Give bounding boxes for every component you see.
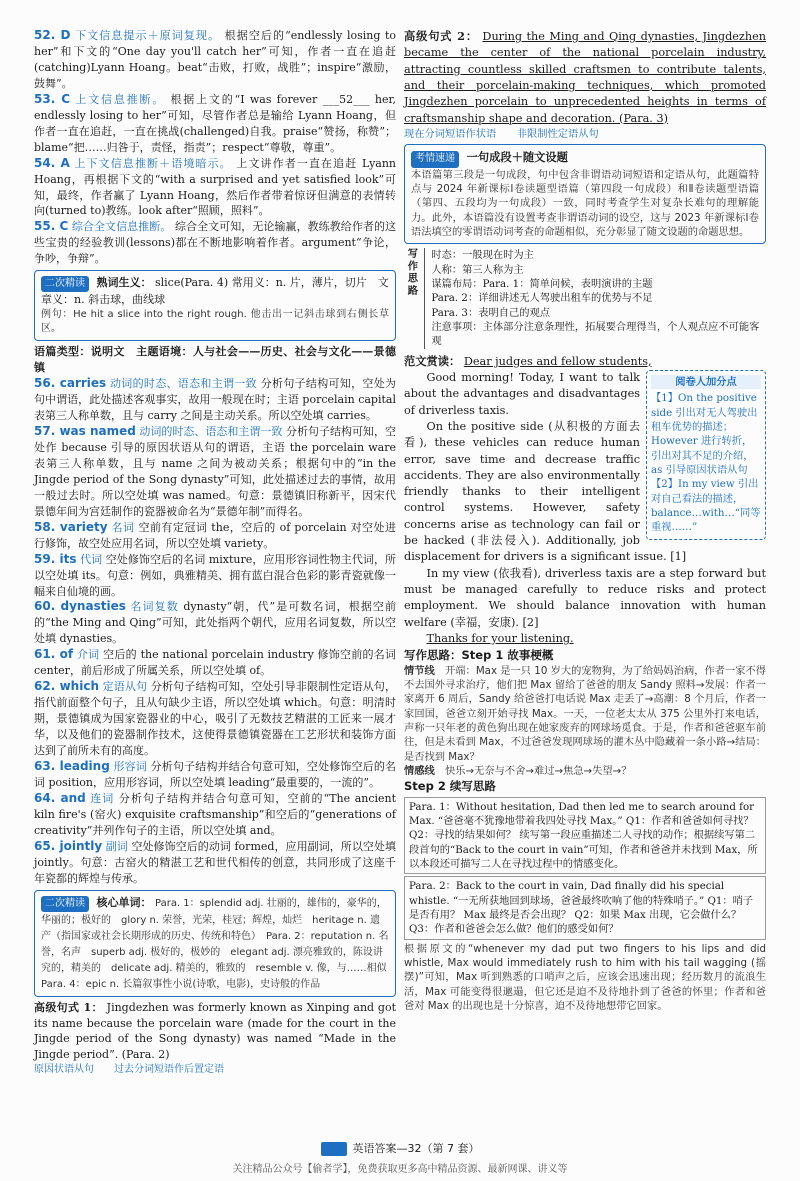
- exam-badge: 考情速递: [411, 151, 459, 167]
- answer-item: [34, 647, 396, 679]
- outline-label: 写作思路: [405, 248, 418, 298]
- footer-notice: 关注精品公众号【偷者学】，免费获取更多高中精品资源、最新网课、讲义等: [232, 1164, 568, 1175]
- answer-explanation: 空后的 the national porcelain industry 修饰空前的名词 center，前后形成了所属关系，所以空处填 of。: [34, 648, 397, 678]
- sample-p2: On the positive side (从积极的方面去看), these vehicles can reduce human error, save time and decrease traffic accidents. They are also environmentally friendly thanks to their intelligent control systems. However, safety concerns arise as technology can fail or be hacked (非法侵入). Additionally, job displacement for drivers is a significant issue. [1]: [404, 419, 687, 564]
- answer-tag: 代词: [80, 552, 103, 566]
- answer-explanation: 分析句子结构可知，空处为句中谓语，此处描述客观事实，故用一般现在时；主语 porcelain capital 表第三人称单数，且与 carry 之间是主动关系。所以空处填 carries。: [34, 377, 397, 423]
- outline-body: [424, 248, 766, 348]
- advanced-sentence-1: 高级句式 1： Jingdezhen was formerly known as Xinping and got its name because the porcelain ware (made for the court in the Jingde period of the Song dynasty) was named “Made in the Jingde period”. (Para. 2): [34, 1000, 397, 1062]
- answer-explanation: 综合全文可知，无论输赢，教练教给作者的这些宝贵的经验教训(lessons)都在不断地影响着作者。argument“争论，争吵，争辩”。: [34, 220, 397, 266]
- page-number: 英语答案—32（第 7 套）: [0, 1140, 800, 1156]
- answer-explanation: 空处修饰空后的动词 formed，应用副词，所以空处填 jointly。句意：古窑火的精湛工艺和世代相传的创意，共同形成了这座千年瓷都的辉煌与传承。: [34, 839, 397, 885]
- exam-info-box: 考情速递 一句成段＋随文设题 本语篇第三段是一句成段，句中包含非谓语动词短语和定语从句，此题篇特点与 2024 年新课标Ⅰ卷读题型语篇（第四段一句成段）和Ⅱ卷读题型语篇（第四、五段均为一句成段）一致，同时考查学生对复杂长难句的理解能力。此外，本语篇没有设置考查非谓语动词的设空，这与 2023 年新课标Ⅰ卷语法填空的零谓语动词考查的命题相似，充分彰显了随文设题的命题思想。: [404, 144, 766, 244]
- answer-tag: 动词的时态、语态和主谓一致: [110, 377, 257, 391]
- answer-explanation: 上文讲作者一直在追赶 Lyann Hoang，再根据下文的“with a surprised and yet satisfied look”可知，最终，作者赢了 Lyann Hoang，然后作者带着惊讶但满意的表情转向(turned to)教练。look after“照顾，照料”。: [34, 156, 397, 218]
- answer-item: [34, 791, 396, 839]
- emotion-line: 情感线 快乐→无奈与不舍→难过→焦急→失望→？: [404, 765, 632, 777]
- answer-item: [34, 92, 396, 156]
- answer-tag: 连词: [90, 791, 115, 805]
- answer-tag: 综合全文信息推断。: [71, 220, 172, 234]
- answer-number: 65. jointly: [34, 838, 103, 853]
- answer-tag: 定语从句: [102, 680, 148, 694]
- answer-explanation: 根据上文的“I was forever ___52___ her, endlessly losing to her”可知，尽管作者总是输给 Lyann Hoang，但作者一直在追赶，一直在挑战(challenged)自我。praise“赞扬，称赞”；blame“把……归咎于，责怪，指责”；respect“尊敬，尊重”。: [34, 92, 397, 154]
- second-read-box-1: 二次精读 熟词生义： slice(Para. 4) 常用义：n. 片，薄片，切片 文章义：n. 斜击球，曲线球 例句：He hit a slice into the right rough. 他击出一记斜击球到右侧长草区。: [34, 270, 396, 341]
- answer-item: [34, 839, 396, 887]
- step-para3: 根据原文的“whenever my dad put two fingers to his lips and did whistle, Max would immediately rush to him with his tail wagging (摇摆)”可知，Max 听到熟悉的口哨声之后，应该会迅速出现；经历数月的流浪生活，Max 可能变得很邋遢，但它还是迫不及待地扑到了爸爸的怀里；作者和爸爸对 Max 的出现也是十分惊喜，迫不及待地想带它回家。: [404, 942, 766, 1013]
- answer-tag: 动词的时态、语态和主谓一致: [139, 424, 283, 438]
- sample-closing: Thanks for your listening.: [426, 631, 574, 645]
- answer-number: 61. of: [34, 647, 74, 662]
- answer-explanation: 分析句子结构可知，空处引导非限制性定语从句，指代前面整个句子，且从句缺少主语，所以空处填 which。句意：明清时期，景德镇成为国家瓷器业的中心，吸引了无数技艺精湛的工匠来一展才华，以及他们的瓷器制作技术，这使得景德镇瓷器在工艺形状和装饰方面达到了前所未有的高度。: [34, 680, 397, 758]
- answer-item: [34, 599, 396, 647]
- sample-p1: Good morning! Today, I want to talk about the advantages and disadvantages of driverless taxis.: [404, 370, 640, 417]
- answer-tag: 副词: [105, 839, 128, 853]
- answer-number: 60. dynasties: [34, 599, 126, 614]
- answer-number: 53. C: [34, 91, 71, 106]
- answer-number: 57. was named: [34, 423, 136, 438]
- answer-number: 56. carries: [34, 376, 107, 391]
- answer-item: [34, 156, 396, 220]
- publisher-logo-icon: [321, 1142, 347, 1156]
- answer-tag: 上文信息推断。: [75, 92, 166, 106]
- advanced-1-notes: 原因状语从句 过去分词短语作后置定语: [34, 1064, 224, 1076]
- answer-tag: 上下文信息推断＋语境暗示。: [74, 156, 232, 170]
- outline-line: 人称：第三人称为主: [431, 263, 524, 276]
- answer-explanation: dynasty“朝，代”是可数名词，根据空前的“the Ming and Qing”可知，此处指两个朝代，应用名词复数，所以空处填 dynasties。: [34, 600, 397, 646]
- answer-item: [34, 219, 396, 267]
- outline-line: 时态：一般现在时为主: [431, 249, 534, 262]
- advanced-2-notes: 现在分词短语作状语 非限制性定语从句: [404, 127, 599, 140]
- advanced-sentence-2: 高级句式 2： During the Ming and Qing dynasties, Jingdezhen became the center of the national porcelain industry, attracting countless skilled craftsmen to contribute talents, and their porcelain-making techniques, which promoted Jingdezhen porcelain to unprecedented heights in terms of craftsmanship shape and decoration. (Para. 3): [404, 29, 766, 125]
- answer-tag: 名词: [111, 520, 135, 534]
- left-column: [34, 28, 396, 1077]
- outline-line: Para. 2：详细讲述无人驾驶出租车的优势与不足: [431, 292, 653, 305]
- outline-line: 注意事项：主体部分注意条理性，拓展要合理得当，个人观点应不可能客观: [431, 320, 760, 348]
- answer-number: 52. D: [34, 28, 71, 42]
- answer-item: [34, 424, 396, 520]
- outline-line: 谋篇布局：Para. 1：简单问候，表明演讲的主题: [431, 277, 653, 290]
- sample-greeting: 范文赏读： Dear judges and fellow students,: [404, 353, 652, 368]
- second-read-badge: 二次精读: [41, 896, 89, 912]
- exam-box-title: 一句成段＋随文设题: [466, 150, 568, 165]
- answer-tag: 名词复数: [130, 600, 179, 614]
- step-para2: Para. 2：Back to the court in vain, Dad finally did his special whistle. “一无所获地回到球场，爸爸最终吹响了他的特殊哨子。” Q1：哨子是否有用？ Max 最终是否会出现？ Q2：如果 Max 出现，它会做什么？ Q3：作者和爸爸会怎么做？他们的感受如何？: [404, 876, 766, 939]
- answer-explanation: 分析句子结构可知，空处作 because 引导的原因状语从句的谓语，主语 the porcelain ware 表第三人称单数，且与 name 之间为被动关系；根据句中的“in the Jingde period of the Song dynasty”可知，此处描述过去的事情，故用一般过去时。所以空处填 was named。句意：景德镇旧称新平，因宋代景德年间为宫廷制作的瓷器被命名为“景德年制”而得名。: [34, 424, 397, 518]
- answer-item: [34, 376, 396, 424]
- answer-number: 54. A: [34, 155, 70, 170]
- answer-item: [34, 28, 396, 92]
- passage-type: 语篇类型：说明文 主题语境：人与社会——历史、社会与文化——景德镇: [34, 345, 396, 375]
- answer-item: [34, 759, 396, 791]
- answer-item: [34, 679, 396, 759]
- answer-explanation: 分析句子结构并结合句意可知，空处修饰空后的名词 position，应用形容词，所以空处填 leading“最重要的，一流的”。: [34, 759, 397, 789]
- step2-title: Step 2 续写思路: [404, 779, 496, 794]
- sample-p3: In my view (依我看), driverless taxis are a step forward but must be managed carefully to reduce risks and protect employment. We should balance innovation with human welfare (幸福，安康). [2]: [404, 566, 766, 629]
- answer-number: 62. which: [34, 679, 99, 694]
- outline-line: Para. 3：表明自己的观点: [431, 306, 550, 319]
- answer-item: [34, 520, 396, 552]
- answer-number: 64. and: [34, 790, 86, 805]
- step-para1: Para. 1：Without hesitation, Dad then led me to search around for Max. “爸爸毫不犹豫地带着我四处寻找 Max。” Q1：作者和爸爸如何寻找？ Q2：寻找的结果如何？ 续写第一段应重描述二人寻找的动作；根据续写第二段首句的“Back to the court in vain”可知，作者和爸爸并未找到 Max，所以本段还可描写二人在寻找过程中的情感变化。: [404, 797, 766, 875]
- answer-tag: 介词: [76, 648, 100, 662]
- answer-explanation: 分析句子结构并结合句意可知，空前的“The ancient kiln fire's (窑火) exquisite craftsmanship”和空后的“generations of creativity”并列作句子的主语，所以空处填 and。: [34, 791, 397, 837]
- writing-outline: [404, 248, 766, 348]
- writing-title: 写作思路：Step 1 故事梗概: [404, 648, 554, 663]
- answer-tag: 下文信息提示＋原词复现。: [75, 29, 221, 42]
- second-read-box-2: 二次精读 核心单词： Para. 1：splendid adj. 壮丽的，雄伟的，豪华的，华丽的；极好的 glory n. 荣誉，光荣，桂冠；辉煌，灿烂 heritage n. 遗产（指国家或社会长期形成的历史、传统和特色） Para. 2：reputation n. 名誉，名声 superb adj. 极好的，极妙的 elegant adj. 漂亮雅致的，陈设讲究的，精美的 delicate adj. 精美的，雅致的 resemble v. 像，与……相似 Para. 4：epic n. 长篇叙事性小说(诗歌，电影)，史诗般的作品: [34, 890, 396, 997]
- answer-explanation: 空前有定冠词 the，空后的 of porcelain 对空处进行修饰，故空处应用名词，所以空处填 variety。: [34, 520, 397, 550]
- second-read-badge: 二次精读: [41, 276, 89, 292]
- plot-line: 情节线 开端：Max 是一只 10 岁大的宠物狗，为了给妈妈治病，作者一家不得不去国外寻求治疗，他们把 Max 留给了爸爸的朋友 Sandy 照料→发展：作者一家离开 6 周后，Sandy 给爸爸打电话说 Max 走丢了→高潮：8 个月后，作者一家回国，爸爸立刻开始寻找 Max。一天，一位老太太从 375 公里外打来电话，声称一只年老的黄色狗出现在她家废弃的网球场觅食。于是，作者和爸爸驱车前往，但是未看到 Max，不过爸爸发现网球场的灌木丛中隐藏着一条小路→结局：是否找到 Max？: [404, 664, 766, 763]
- answer-number: 55. C: [34, 219, 69, 234]
- answer-number: 63. leading: [34, 758, 110, 773]
- grader-points-box: 阅卷人加分点 【1】On the positive side 引出对无人驾驶出租车优势的描述；However 进行转折，引出对其不足的介绍，as 引导原因状语从句 【2】In my view 引出对自己看法的描述，balance…with…“同等重视……”: [646, 370, 766, 540]
- answer-tag: 形容词: [113, 759, 147, 773]
- right-column: [404, 28, 766, 1013]
- answer-number: 58. variety: [34, 519, 108, 534]
- answer-number: 59. its: [34, 551, 77, 566]
- answer-explanation: 空处修饰空后的名词 mixture，应用形容词性物主代词，所以空处填 its。句意：例如，典雅精美、拥有蓝白混合色彩的影青瓷就像一幅来自仙境的画。: [34, 552, 397, 598]
- answer-item: [34, 552, 396, 600]
- answer-explanation: 根据空后的“endlessly losing to her”和下文的“One day you'll catch her”可知，作者一直在追赶(catching)Lyann Hoang。beat“击败，打败，战胜”；inspire“激励，鼓舞”。: [34, 29, 397, 90]
